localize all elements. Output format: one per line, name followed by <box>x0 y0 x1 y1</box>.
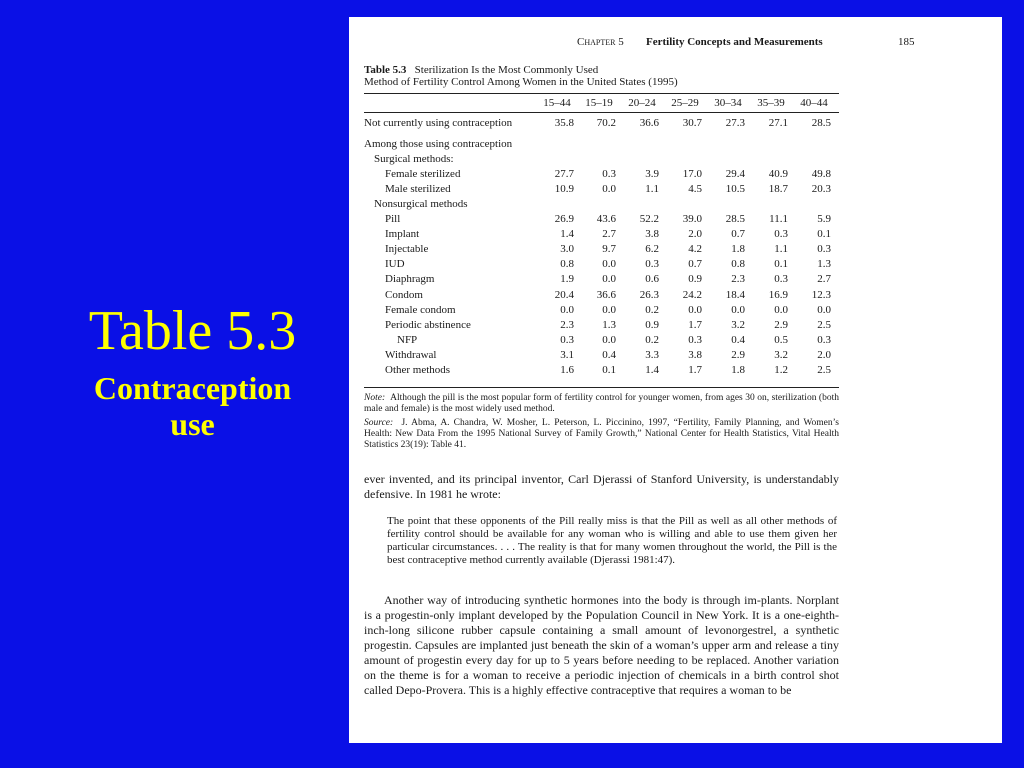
table-row <box>364 243 839 258</box>
table-cell: 12.3 <box>811 289 831 301</box>
table-cell: 0.7 <box>731 228 745 240</box>
running-head-chapter: Chapter 5 <box>577 36 624 48</box>
table-cell: 2.3 <box>560 319 574 331</box>
table-cell: 0.9 <box>688 273 702 285</box>
table-cell: 36.6 <box>596 289 616 301</box>
column-header: 15–19 <box>585 97 613 109</box>
table-cell: 52.2 <box>639 213 659 225</box>
table-cell: 1.6 <box>560 364 574 376</box>
table-cell: 1.3 <box>817 258 831 270</box>
table-cell: 0.3 <box>560 334 574 346</box>
table-cell: 0.3 <box>774 273 788 285</box>
table-cell: 28.5 <box>811 117 831 129</box>
table-cell: 9.7 <box>602 243 616 255</box>
source-text: J. Abma, A. Chandra, W. Mosher, L. Peterson, L. Piccinino, 1997, “Fertility, Family Planning, and Women’s Health: New Data From the 1995 National Survey of Family Growth,” National Center for Health Statistics, Vital Health Statistics 23(19): Table 41. <box>364 418 839 450</box>
column-header: 15–44 <box>543 97 571 109</box>
row-label: Pill <box>385 213 401 225</box>
table-caption <box>364 64 844 88</box>
table-cell: 2.5 <box>817 319 831 331</box>
table-cell: 0.0 <box>817 304 831 316</box>
table-cell: 3.3 <box>645 349 659 361</box>
body-paragraph-1: ever invented, and its principal inventor, Carl Djerassi of Stanford University, is understandably defensive. In 1981 he wrote: <box>364 472 839 501</box>
table-cell: 3.0 <box>560 243 574 255</box>
table-cell: 4.2 <box>688 243 702 255</box>
table-cell: 1.2 <box>774 364 788 376</box>
table-row <box>364 183 839 198</box>
slide-subtitle-line2: use <box>170 406 215 442</box>
table-cell: 2.9 <box>774 319 788 331</box>
scanned-page <box>349 17 1002 743</box>
table-cell: 2.9 <box>731 349 745 361</box>
table-note <box>364 393 839 415</box>
table-source <box>364 418 839 451</box>
table-row <box>364 349 839 364</box>
row-label: Female condom <box>385 304 456 316</box>
column-header: 30–34 <box>714 97 742 109</box>
table-cell: 6.2 <box>645 243 659 255</box>
table-row <box>364 289 839 304</box>
table-cell: 0.3 <box>817 334 831 346</box>
table-cell: 0.3 <box>688 334 702 346</box>
table-row <box>364 273 839 288</box>
table-cell: 3.2 <box>731 319 745 331</box>
column-header: 35–39 <box>757 97 785 109</box>
table-cell: 1.3 <box>602 319 616 331</box>
table-cell: 3.9 <box>645 168 659 180</box>
table-cell: 28.5 <box>725 213 745 225</box>
note-label: Note: <box>364 393 386 403</box>
table-top-rule <box>364 93 839 94</box>
table-cell: 3.2 <box>774 349 788 361</box>
table-header-rule <box>364 112 839 113</box>
table-cell: 0.3 <box>602 168 616 180</box>
table-row <box>364 117 839 132</box>
table-cell: 1.8 <box>731 243 745 255</box>
row-label: Surgical methods: <box>374 153 454 165</box>
row-label: Implant <box>385 228 420 240</box>
table-cell: 3.1 <box>560 349 574 361</box>
block-quote: The point that these opponents of the Pill really miss is that the Pill as well as all other methods of fertility control should be available for any woman who is willing and able to use them given her particular circumstances. . . . The reality is that for many women throughout the world, the Pill is the best contraceptive method currently available (Djerassi 1981:47). <box>387 515 837 566</box>
table-cell: 0.2 <box>645 334 659 346</box>
slide-subtitle-line1: Contraception <box>93 370 292 406</box>
table-cell: 0.0 <box>602 304 616 316</box>
row-label: Among those using contraception <box>364 138 513 150</box>
table-cell: 0.1 <box>602 364 616 376</box>
column-header: 20–24 <box>628 97 656 109</box>
table-row <box>364 304 839 319</box>
row-label: Injectable <box>385 243 429 255</box>
table-label: Table 5.3 <box>364 64 407 76</box>
table-row <box>364 319 839 334</box>
row-label: Withdrawal <box>385 349 437 361</box>
table-cell: 1.7 <box>688 364 702 376</box>
row-label: Nonsurgical methods <box>374 198 468 210</box>
row-label: Male sterilized <box>385 183 451 195</box>
row-label: NFP <box>397 334 418 346</box>
table-cell: 27.7 <box>554 168 574 180</box>
body-paragraph-2: Another way of introducing synthetic hormones into the body is through im-plants. Norplant is a progestin-only implant developed by the Population Council in New York. It is a one-eighth-inch-long silicone rubber capsule containing a small amount of levonorgestrel, a synthetic progestin. Capsules are implanted just beneath the skin of a woman’s upper arm and release a tiny amount of progestin every day for up to 5 years before needing to be replaced. Another variation on the theme is for a woman to receive a periodic injection of chemicals in a birth control shot called Depo-Provera. This is a highly effective contraceptive that requires a woman to be <box>364 593 839 697</box>
row-label: Not currently using contraception <box>364 117 513 129</box>
table-cell: 18.7 <box>768 183 788 195</box>
column-header: 40–44 <box>800 97 828 109</box>
table-cell: 39.0 <box>682 213 702 225</box>
table-cell: 0.3 <box>774 228 788 240</box>
table-cell: 0.3 <box>645 258 659 270</box>
table-cell: 2.5 <box>817 364 831 376</box>
table-cell: 1.9 <box>560 273 574 285</box>
table-row <box>364 168 839 183</box>
table-cell: 10.5 <box>725 183 745 195</box>
table-cell: 20.4 <box>554 289 574 301</box>
table-cell: 0.4 <box>602 349 616 361</box>
table-cell: 18.4 <box>725 289 745 301</box>
table-cell: 0.7 <box>688 258 702 270</box>
table-cell: 26.3 <box>639 289 659 301</box>
running-head-title: Fertility Concepts and Measurements <box>646 36 823 48</box>
table-cell: 49.8 <box>811 168 831 180</box>
table-cell: 0.1 <box>817 228 831 240</box>
row-label: Other methods <box>385 364 451 376</box>
table-cell: 0.0 <box>602 273 616 285</box>
table-row <box>364 198 839 213</box>
column-header: 25–29 <box>671 97 699 109</box>
table-row <box>364 364 839 379</box>
table-cell: 0.0 <box>602 183 616 195</box>
table-caption-line1: Sterilization Is the Most Commonly Used <box>414 64 599 76</box>
table-cell: 0.2 <box>645 304 659 316</box>
table-cell: 0.0 <box>602 334 616 346</box>
table-cell: 24.2 <box>682 289 702 301</box>
table-caption-line2: Method of Fertility Control Among Women in the United States (1995) <box>364 76 678 88</box>
table-cell: 1.1 <box>645 183 659 195</box>
table-cell: 17.0 <box>682 168 702 180</box>
note-text: Although the pill is the most popular form of fertility control for younger women, from ages 30 on, sterilization (both male and female) is the most widely used method. <box>364 393 839 414</box>
table-cell: 0.8 <box>560 258 574 270</box>
table-cell: 2.7 <box>817 273 831 285</box>
table-cell: 36.6 <box>639 117 659 129</box>
table-cell: 40.9 <box>768 168 788 180</box>
table-cell: 4.5 <box>688 183 702 195</box>
table-cell: 1.4 <box>645 364 659 376</box>
slide-title-block <box>40 300 345 442</box>
table-cell: 1.4 <box>560 228 574 240</box>
table-cell: 0.0 <box>560 304 574 316</box>
row-label: Periodic abstinence <box>385 319 471 331</box>
row-label: IUD <box>385 258 405 270</box>
table-cell: 20.3 <box>811 183 831 195</box>
table-cell: 3.8 <box>645 228 659 240</box>
table-row <box>364 258 839 273</box>
table-cell: 2.7 <box>602 228 616 240</box>
table-row <box>364 228 839 243</box>
table-cell: 27.3 <box>725 117 745 129</box>
table-cell: 0.6 <box>645 273 659 285</box>
table-cell: 1.8 <box>731 364 745 376</box>
table-cell: 0.0 <box>731 304 745 316</box>
table-cell: 0.0 <box>602 258 616 270</box>
table-cell: 10.9 <box>554 183 574 195</box>
table-cell: 11.1 <box>769 213 788 225</box>
table-cell: 27.1 <box>768 117 788 129</box>
table-row <box>364 153 839 168</box>
table-cell: 35.8 <box>554 117 574 129</box>
row-label: Diaphragm <box>385 273 435 285</box>
table-cell: 43.6 <box>596 213 616 225</box>
table-row <box>364 334 839 349</box>
table-cell: 30.7 <box>682 117 702 129</box>
table-cell: 0.3 <box>817 243 831 255</box>
table-row <box>364 138 839 153</box>
table-cell: 0.1 <box>774 258 788 270</box>
table-cell: 0.5 <box>774 334 788 346</box>
table-cell: 2.3 <box>731 273 745 285</box>
table-cell: 1.7 <box>688 319 702 331</box>
table-cell: 0.9 <box>645 319 659 331</box>
table-cell: 16.9 <box>768 289 788 301</box>
table-cell: 29.4 <box>725 168 745 180</box>
table-cell: 5.9 <box>817 213 831 225</box>
table-cell: 3.8 <box>688 349 702 361</box>
table-cell: 0.8 <box>731 258 745 270</box>
table-cell: 0.0 <box>774 304 788 316</box>
table-cell: 0.4 <box>731 334 745 346</box>
row-label: Female sterilized <box>385 168 461 180</box>
source-label: Source: <box>364 418 394 428</box>
table-bottom-rule <box>364 387 839 388</box>
table-row <box>364 213 839 228</box>
page-number: 185 <box>898 36 915 48</box>
table-cell: 1.1 <box>774 243 788 255</box>
table-cell: 2.0 <box>817 349 831 361</box>
table-cell: 70.2 <box>596 117 616 129</box>
table-cell: 0.0 <box>688 304 702 316</box>
table-cell: 26.9 <box>554 213 574 225</box>
slide-title: Table 5.3 <box>88 300 297 362</box>
table-cell: 2.0 <box>688 228 702 240</box>
row-label: Condom <box>385 289 423 301</box>
